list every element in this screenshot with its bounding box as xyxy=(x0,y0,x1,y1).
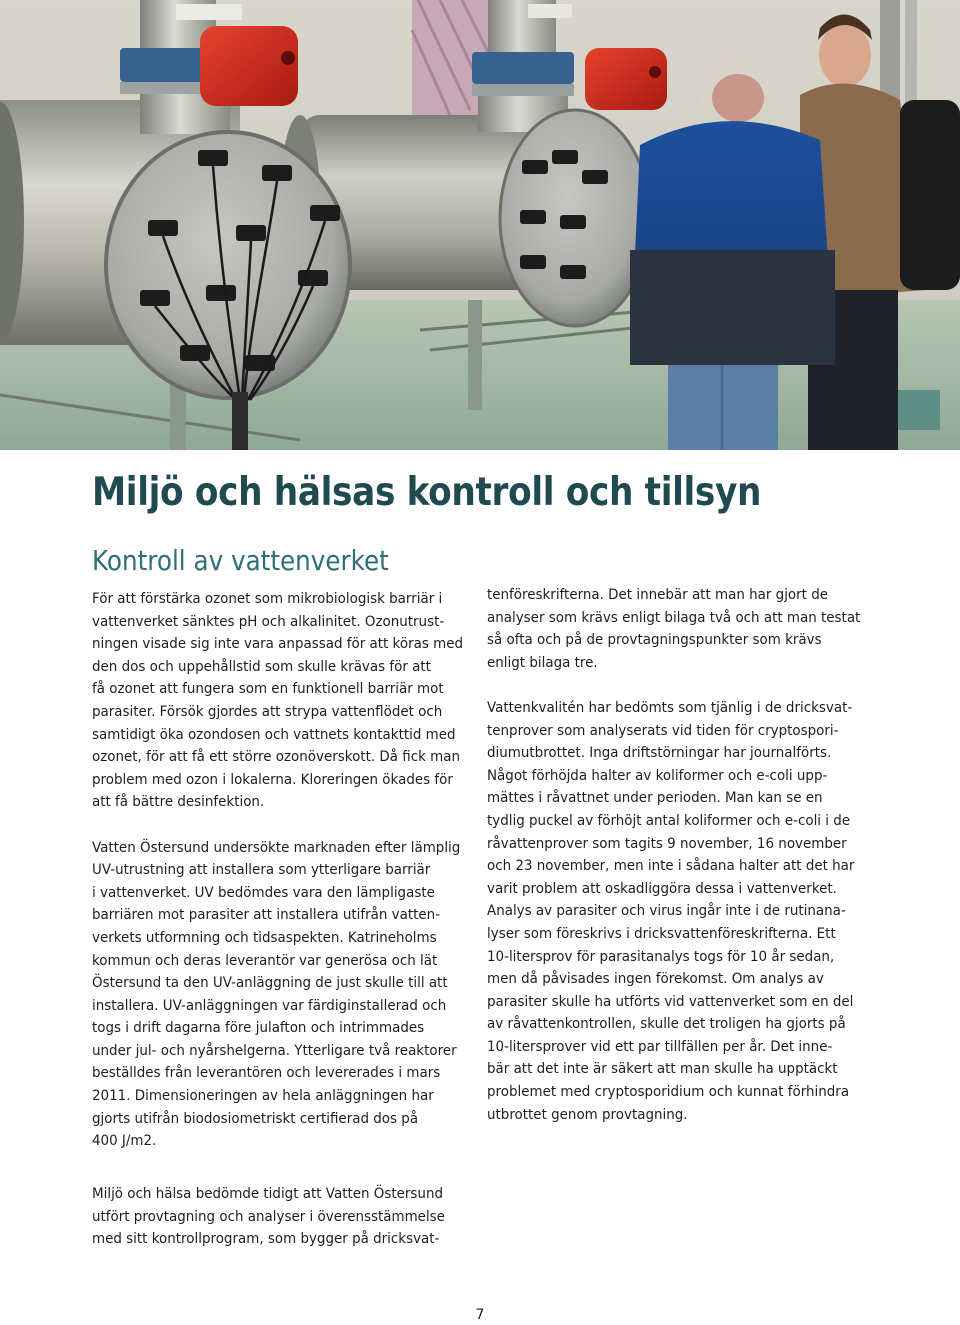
text-line: 10-litersprover vid ett par tillfällen per år. Det inne- xyxy=(487,1038,833,1055)
text-line: lyser som föreskrivs i dricksvattenföreskrifterna. Ett xyxy=(487,925,836,942)
text-line: barriären mot parasiter att installera utifrån vatten- xyxy=(92,907,441,924)
text-line: under jul- och nyårshelgerna. Ytterligare två reaktorer xyxy=(92,1042,457,1059)
section-subtitle: Kontroll av vattenverket xyxy=(92,544,389,577)
body-column-bottom xyxy=(92,1183,472,1251)
text-line: parasiter skulle ha utförts vid vattenverket som en del xyxy=(487,993,854,1010)
body-column-left xyxy=(92,588,472,1153)
text-line: 10-litersprov för parasitanalys togs för 10 år sedan, xyxy=(487,948,835,965)
text-line: 2011. Dimensioneringen av hela anläggningen har xyxy=(92,1088,434,1105)
text-line: tydlig puckel av förhöjt antal koliformer och e-coli i de xyxy=(487,812,851,829)
body-column-right xyxy=(487,584,867,1126)
text-line: kommun och deras leverantör var generösa och lät xyxy=(92,952,438,969)
text-line: Miljö och hälsa bedömde tidigt att Vatten Östersund xyxy=(92,1186,444,1202)
text-line: råvattenprover som tagits 9 november, 16 november xyxy=(487,835,847,852)
text-line: problemet med cryptosporidium och kunnat förhindra xyxy=(487,1084,850,1101)
text-line: så ofta och på de provtagningspunkter som krävs xyxy=(487,632,822,649)
text-line: vattenverket sänktes pH och alkalinitet. Ozonutrust- xyxy=(92,613,445,630)
text-line: mättes i råvattnet under perioden. Man kan se en xyxy=(487,790,823,807)
text-line: Östersund ta den UV-anläggning de just skulle till att xyxy=(92,975,448,992)
text-line: verkets utformning och tidsaspekten. Katrineholms xyxy=(92,929,437,946)
text-line: och 23 november, men inte i sådana halter att det har xyxy=(487,858,855,875)
text-line: få ozonet att fungera som en funktionell barriär mot xyxy=(92,681,444,698)
text-line: i vattenverket. UV bedömdes vara den lämpligaste xyxy=(92,884,435,901)
text-line: ozonet, för att få ett större ozonöverskott. Då fick man xyxy=(92,749,460,766)
text-line: beställdes från leverantören och levererades i mars xyxy=(92,1065,441,1082)
text-line: ningen visade sig inte vara anpassad för att köras med xyxy=(92,636,464,653)
text-line: utfört provtagning och analyser i överensstämmelse xyxy=(92,1208,445,1225)
text-line: tenprover som analyserats vid tiden för cryptospori- xyxy=(487,722,839,739)
paragraph-gap xyxy=(487,674,867,697)
text-line: tenföreskrifterna. Det innebär att man har gjort de xyxy=(487,587,829,603)
text-line: utbrottet genom provtagning. xyxy=(487,1106,688,1123)
text-line: bär att det inte är säkert att man skulle ha upptäckt xyxy=(487,1061,838,1078)
text-line: togs i drift dagarna före julafton och intrimmades xyxy=(92,1020,425,1037)
text-line: den dos och uppehållstid som skulle krävas för att xyxy=(92,658,431,675)
page-number: 7 xyxy=(475,1307,485,1323)
text-line: Vattenkvalitén har bedömts som tjänlig i de dricksvat- xyxy=(487,699,853,716)
text-line: UV-utrustning att installera som ytterligare barriär xyxy=(92,862,431,879)
text-line: För att förstärka ozonet som mikrobiologisk barriär i xyxy=(92,591,443,607)
text-line: att få bättre desinfektion. xyxy=(92,794,265,811)
text-line: 400 J/m2. xyxy=(92,1133,157,1150)
text-line: gjorts utifrån biodosiometriskt certifierad dos på xyxy=(92,1110,419,1127)
text-line: diumutbrottet. Inga driftstörningar har journalförts. xyxy=(487,745,832,762)
page-title: Miljö och hälsas kontroll och tillsyn xyxy=(92,470,762,515)
text-line: parasiter. Försök gjordes att strypa vattenflödet och xyxy=(92,703,443,720)
text-line: med sitt kontrollprogram, som bygger på dricksvat- xyxy=(92,1231,440,1248)
text-line: analyser som krävs enligt bilaga två och att man testat xyxy=(487,609,861,626)
paragraph-gap xyxy=(92,814,472,837)
text-line: enligt bilaga tre. xyxy=(487,654,598,671)
uv-reactor-photo xyxy=(0,0,960,450)
text-line: varit problem att oskadliggöra dessa i vattenverket. xyxy=(487,880,837,897)
text-line: men då påvisades ingen förekomst. Om analys av xyxy=(487,971,824,988)
text-line: installera. UV-anläggningen var färdiginstallerad och xyxy=(92,997,447,1014)
text-line: Vatten Östersund undersökte marknaden efter lämplig xyxy=(92,839,461,856)
text-line: av råvattenkontrollen, skulle det troligen ha gjorts på xyxy=(487,1016,846,1033)
text-line: problem med ozon i lokalerna. Kloreringen ökades för xyxy=(92,771,453,788)
text-line: Något förhöjda halter av koliformer och e-coli upp- xyxy=(487,767,828,784)
text-line: samtidigt öka ozondosen och vattnets kontakttid med xyxy=(92,726,456,743)
text-line: Analys av parasiter och virus ingår inte i de rutinana- xyxy=(487,903,846,920)
